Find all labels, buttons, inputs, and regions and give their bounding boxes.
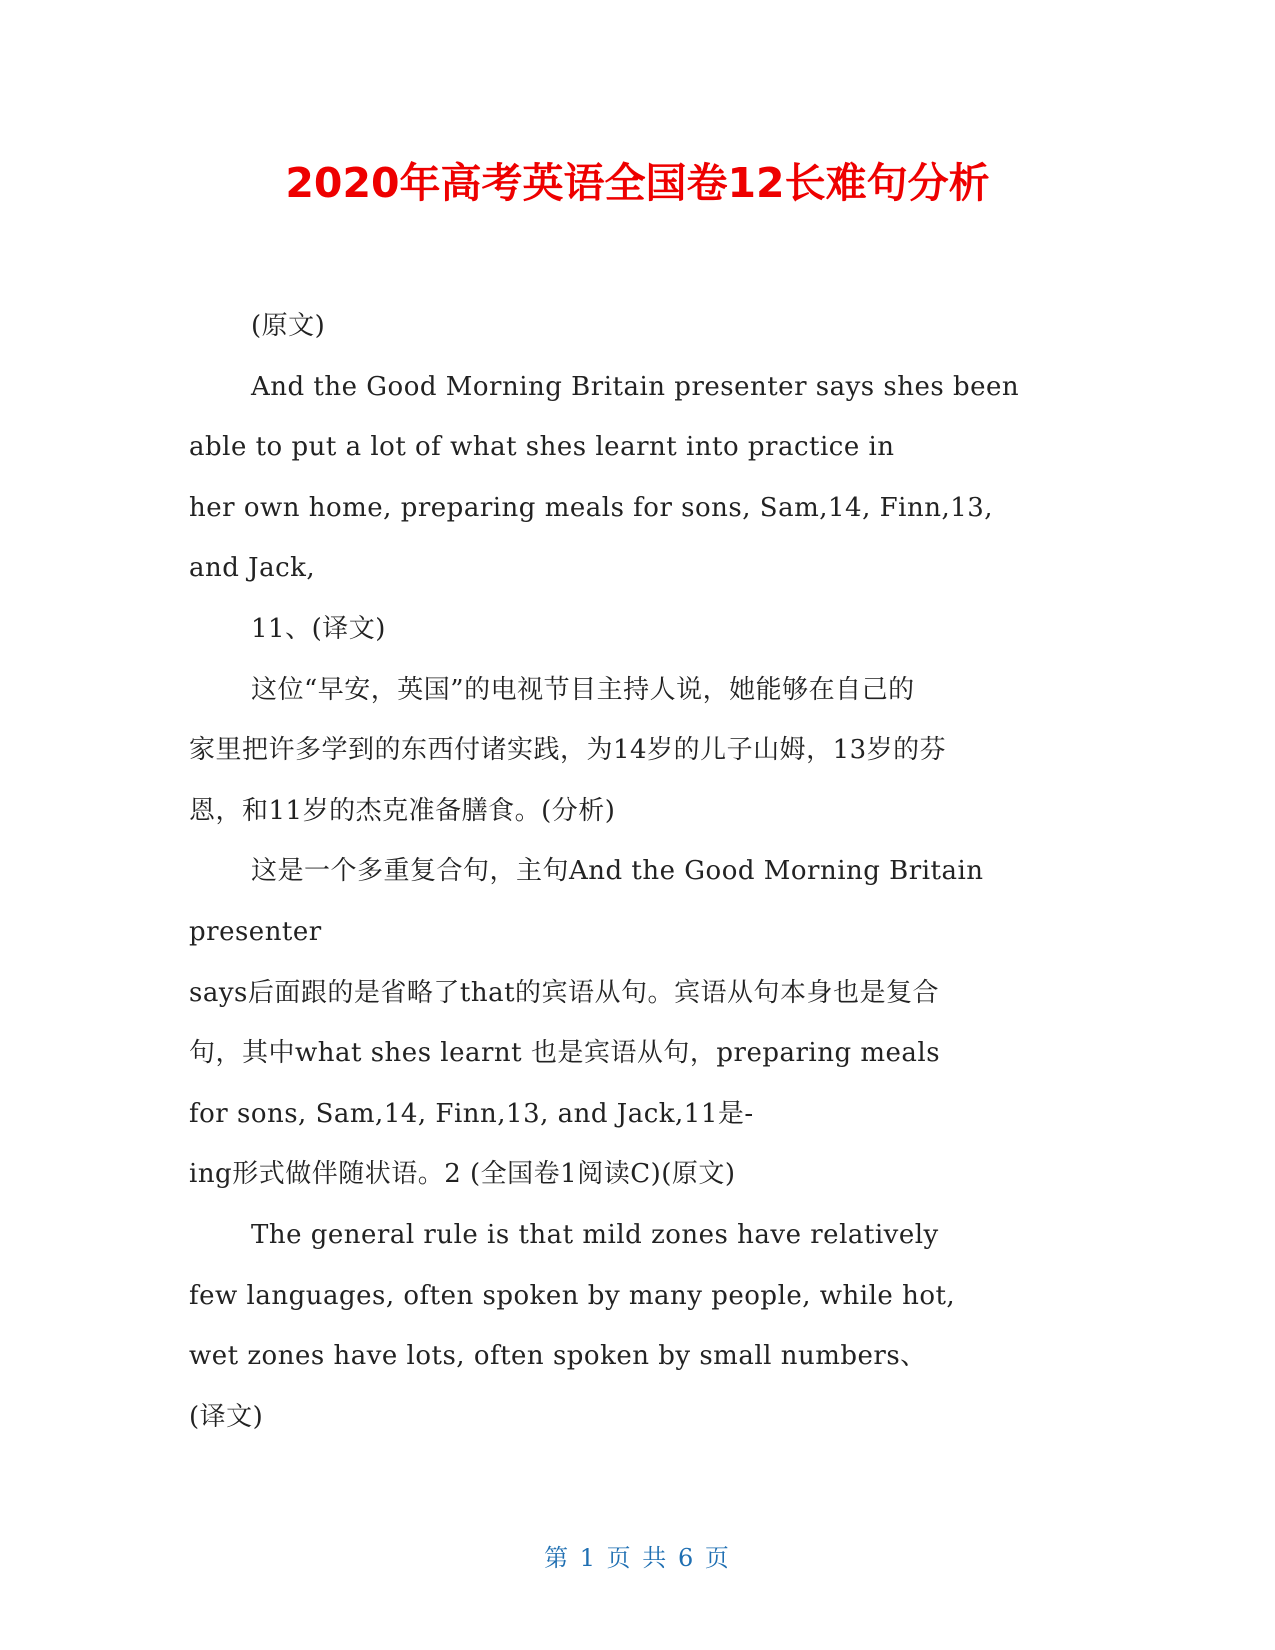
text-line: 恩，和11岁的杰克准备膳食。(分析) [189,795,616,826]
document-body [189,296,1089,1447]
text-line: her own home, preparing meals for sons, Sam,14, Finn,13, [189,492,994,523]
text-line: ing形式做伴随状语。2 (全国卷1阅读C)(原文) [189,1159,736,1190]
text-line: The general rule is that mild zones have relatively [251,1219,939,1250]
text-line: for sons, Sam,14, Finn,13, and Jack,11是- [189,1098,754,1129]
page-number: 第 1 页 共 6 页 [544,1544,731,1572]
text-line: 家里把许多学到的东西付诸实践，为14岁的儿子山姆，13岁的芬 [189,735,947,766]
text-line: few languages, often spoken by many people, while hot, [189,1280,956,1311]
text-line: wet zones have lots, often spoken by small numbers、 [189,1341,927,1372]
section-label-translation: (译文) [189,1401,264,1432]
text-line: presenter [189,916,322,947]
document-title: 2020年高考英语全国卷12长难句分析 [285,159,990,207]
section-label-original: (原文) [251,311,326,341]
text-line: And the Good Morning Britain presenter says shes been [251,371,1020,402]
text-line: and Jack, [189,553,316,584]
text-line: says后面跟的是省略了that的宾语从句。宾语从句本身也是复合 [189,977,940,1008]
text-line: 句，其中what shes learnt 也是宾语从句，preparing meals [189,1038,941,1069]
text-line: 这是一个多重复合句，主句And the Good Morning Britain [251,856,984,887]
text-line: able to put a lot of what shes learnt into practice in [189,432,895,463]
text-line: 这位“早安，英国”的电视节目主持人说，她能够在自己的 [251,674,915,705]
section-label-translation: 11、(译文) [251,613,386,644]
